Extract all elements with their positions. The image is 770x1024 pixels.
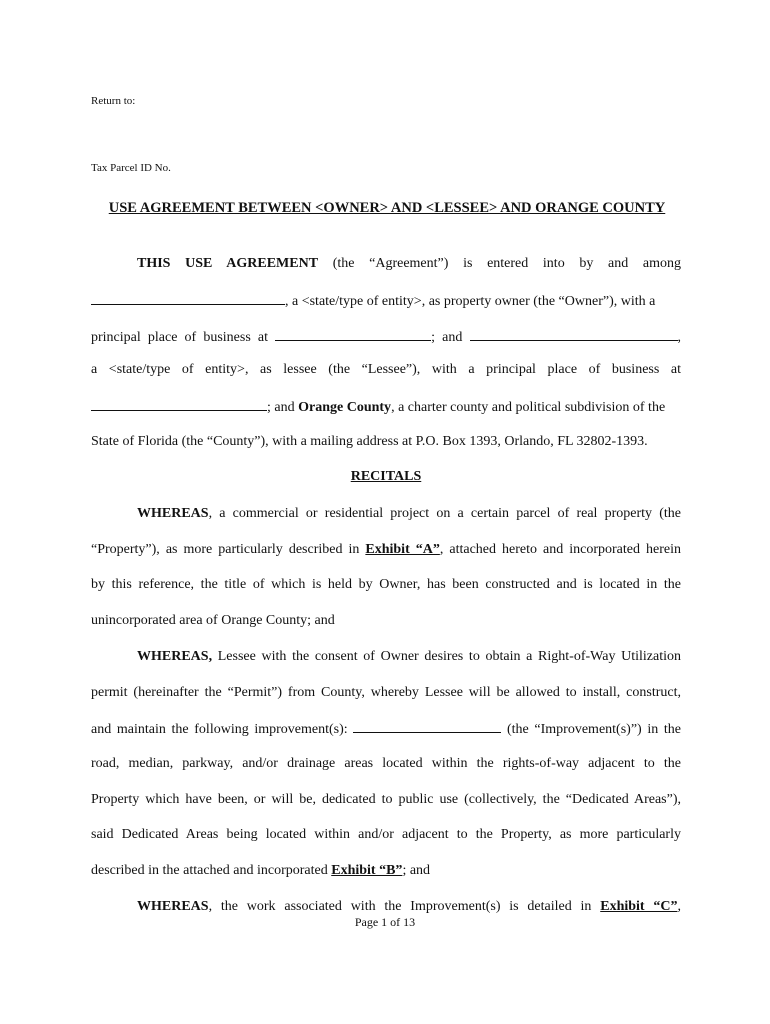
lessee-address-blank [91,397,267,411]
recital1-line-2 [91,541,681,559]
intro-line-3 [91,327,681,347]
owner-address-blank [275,327,431,341]
recital2-line-1 [137,648,681,666]
recital2-line-3 [91,719,681,739]
recital3-line-1 [137,898,681,916]
whereas-bold: WHEREAS, [137,649,213,664]
intro-line-2 [91,291,681,311]
intro-line-6: State of Florida (the “County”), with a mailing address at P.O. Box 1393, Orlando, FL 32802-1393. [91,434,648,449]
return-to-label: Return to: [91,95,136,107]
recital-text: and maintain the following improvement(s): [91,722,348,737]
whereas-bold: WHEREAS [137,899,209,914]
intro-text: , a <state/type of entity>, as property owner (the “Owner”), with a [285,294,656,309]
intro-line-5 [91,397,681,417]
agreement-bold: THIS USE AGREEMENT [137,256,319,271]
intro-text: (the “Agreement”) is entered into by and among [332,256,681,271]
recital1-line-4: unincorporated area of Orange County; and [91,613,335,628]
intro-text: ; and [431,330,463,345]
orange-county-bold: Orange County [298,400,392,415]
recital-text: Lessee with the consent of Owner desires to obtain a Right-of-Way Utilization [212,649,681,664]
recital-text: , a commercial or residential project on a certain parcel of real property (the [208,506,681,521]
intro-line-4: a <state/type of entity>, as lessee (the “Lessee”), with a principal place of business at [91,362,681,377]
recital-text: described in the attached and incorporated [91,863,328,878]
intro-text: , [677,330,681,345]
page-number: Page 1 of 13 [354,915,416,929]
exhibit-c-ref: Exhibit “C” [600,899,678,914]
recital2-line-2: permit (hereinafter the “Permit”) from County, whereby Lessee will be allowed to install, construct, [91,685,681,700]
recital2-line-6: said Dedicated Areas being located within and/or adjacent to the Property, as more particularly [91,827,681,842]
recital1-line-1 [137,505,681,523]
recital1-line-3: by this reference, the title of which is held by Owner, has been constructed and is located in the [91,577,681,592]
intro-line-1 [137,255,681,273]
recital-text: “Property”), as more particularly described in [91,542,360,557]
document-title: USE AGREEMENT BETWEEN <OWNER> AND <LESSEE> AND ORANGE COUNTY [108,200,666,216]
recital2-line-5: Property which have been, or will be, dedicated to public use (collectively, the “Dedicated Areas”), [91,792,681,807]
tax-parcel-label: Tax Parcel ID No. [91,162,171,174]
whereas-bold: WHEREAS [137,506,209,521]
recital2-line-4: road, median, parkway, and/or drainage areas located within the rights-of-way adjacent to the [91,756,681,771]
improvement-blank [353,719,501,733]
intro-text: principal place of business at [91,330,269,345]
recital2-line-7 [91,862,681,880]
lessee-name-blank [470,327,678,341]
recitals-heading: RECITALS [350,469,422,484]
owner-name-blank [91,291,285,305]
intro-text: ; and [267,400,295,415]
intro-text: , a charter county and political subdivision of the [391,400,666,415]
recital-text: ; and [402,863,431,878]
recital-text: , attached hereto and incorporated herein [439,542,681,557]
exhibit-b-ref: Exhibit “B” [331,863,403,878]
recital-text: , the work associated with the Improvement(s) is detailed in [208,899,592,914]
recital-text: (the “Improvement(s)”) in the [507,722,682,737]
exhibit-a-ref: Exhibit “A” [365,542,440,557]
recital-text: , [677,899,681,914]
